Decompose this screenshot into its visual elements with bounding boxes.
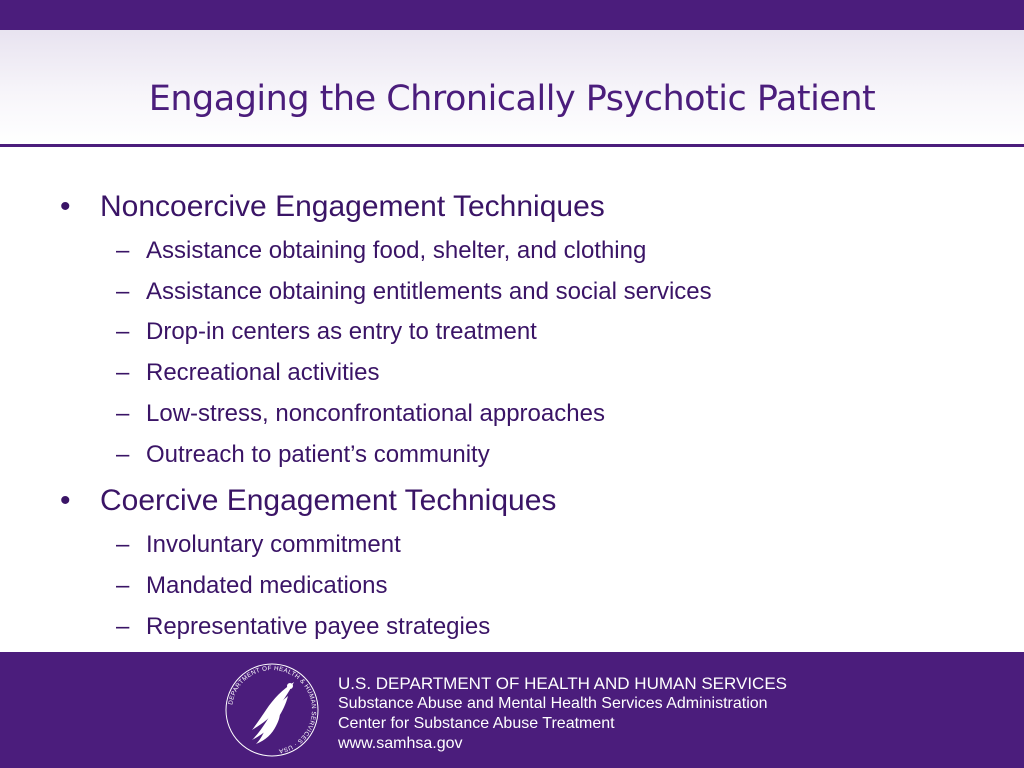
footer-center: Center for Substance Abuse Treatment — [338, 715, 615, 732]
dash-marker: – — [116, 359, 130, 386]
sub-bullet-text: Outreach to patient’s community — [146, 441, 490, 468]
dash-marker: – — [116, 441, 130, 468]
dash-marker: – — [116, 400, 130, 427]
slide-title: Engaging the Chronically Psychotic Patient — [148, 79, 876, 119]
sub-bullet-text: Drop-in centers as entry to treatment — [146, 318, 537, 345]
sub-bullet — [116, 236, 646, 266]
footer-banner — [0, 652, 1024, 768]
dash-marker: – — [116, 572, 130, 599]
bullet-heading: Noncoercive Engagement Techniques — [100, 190, 605, 223]
sub-bullet — [116, 612, 490, 642]
dash-marker: – — [116, 237, 130, 264]
bullet-noncoercive — [60, 189, 605, 225]
hhs-eagle-seal-icon — [222, 660, 322, 760]
sub-bullet — [116, 317, 537, 347]
sub-bullet — [116, 358, 379, 388]
footer-department: U.S. DEPARTMENT OF HEALTH AND HUMAN SERVICES — [338, 674, 788, 693]
sub-bullet-text: Mandated medications — [146, 572, 388, 599]
sub-bullet-text: Involuntary commitment — [146, 531, 401, 558]
sub-bullet-text: Assistance obtaining entitlements and social services — [146, 278, 712, 305]
sub-bullet — [116, 399, 605, 429]
bullet-marker: • — [60, 190, 71, 223]
dash-marker: – — [116, 531, 130, 558]
sub-bullet-text: Assistance obtaining food, shelter, and clothing — [146, 237, 647, 264]
dash-marker: – — [116, 318, 130, 345]
footer-agency: Substance Abuse and Mental Health Services Administration — [338, 695, 768, 712]
footer-text-block — [338, 674, 787, 754]
logo-ring-text: DEPARTMENT OF HEALTH & HUMAN SERVICES · USA — [227, 664, 318, 755]
sub-bullet — [116, 571, 387, 601]
bullet-marker: • — [60, 484, 71, 517]
sub-bullet-text: Low-stress, nonconfrontational approaches — [146, 400, 605, 427]
sub-bullet-text: Recreational activities — [146, 359, 380, 386]
sub-bullet — [116, 277, 712, 307]
footer-website-link[interactable]: www.samhsa.gov — [338, 735, 463, 752]
sub-bullet — [116, 440, 490, 470]
sub-bullet-text: Representative payee strategies — [146, 613, 491, 640]
dash-marker: – — [116, 278, 130, 305]
bullet-heading: Coercive Engagement Techniques — [100, 484, 557, 517]
dash-marker: – — [116, 613, 130, 640]
bullet-coercive — [60, 483, 556, 519]
sub-bullet — [116, 530, 401, 560]
